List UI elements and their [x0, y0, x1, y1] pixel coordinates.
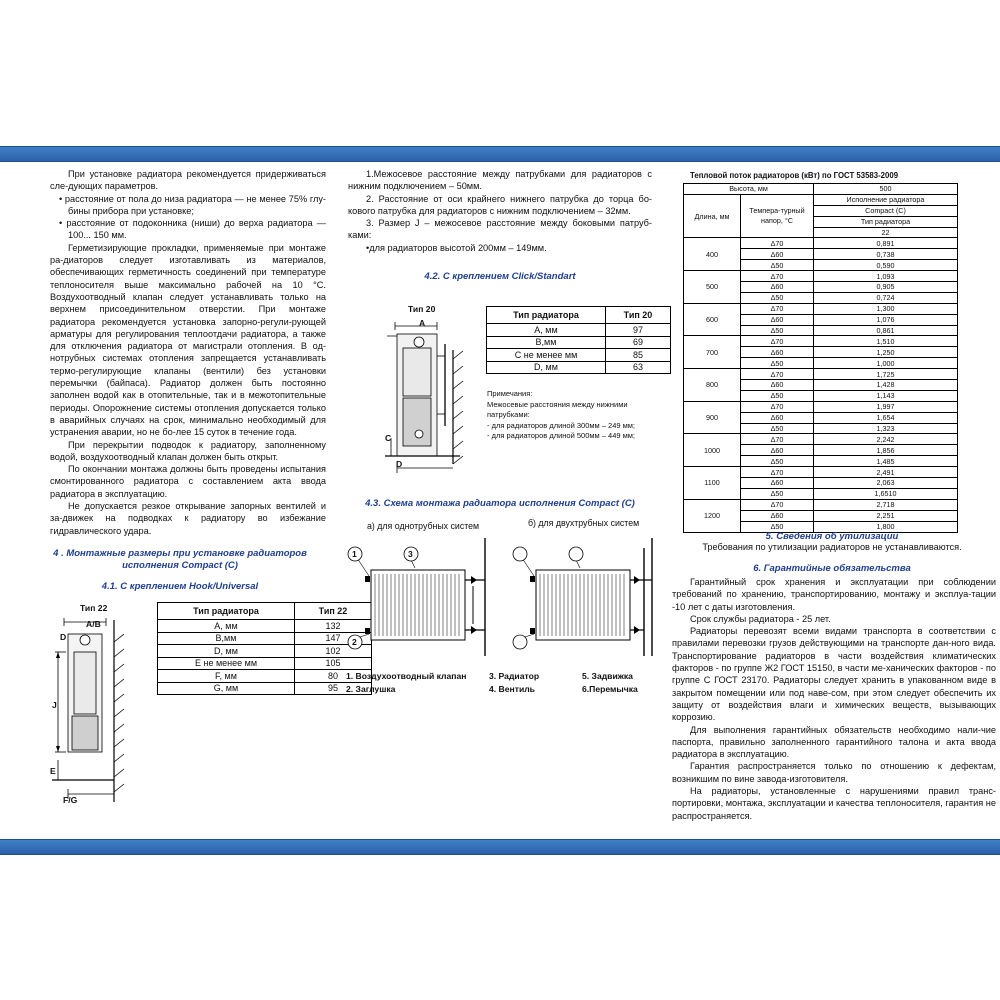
dim-c-label: C — [385, 433, 392, 443]
dim-j-label: J — [52, 700, 57, 710]
table-header-t22: Тип 22 — [295, 603, 372, 620]
table-row: Δ50 0,590 — [684, 260, 958, 271]
table-row: F, мм 80 — [158, 670, 372, 683]
table-row: B,мм 69 — [487, 336, 671, 349]
one-pipe-scheme — [345, 538, 495, 658]
middle-column — [348, 168, 652, 254]
left-intro: При установке радиатора рекомендуется придерживаться сле-дующих параметров. — [50, 169, 326, 192]
table-row: 700 Δ70 1,510 — [684, 336, 958, 347]
legend-5: 5. Задвижка — [582, 671, 633, 681]
table-row: D, мм 63 — [487, 361, 671, 374]
left-bullet-sill: • расстояние от подоконника (ниши) до верха радиатора — 100... 150 мм. — [59, 218, 326, 241]
table-row: Δ60 0,738 — [684, 249, 958, 260]
section-4-2-heading: 4.2. С креплением Click/Standart — [424, 271, 576, 282]
type22-dimensions-table — [157, 602, 372, 695]
type22-label: Тип 22 — [80, 603, 108, 613]
legend-3: 3. Радиатор — [489, 671, 540, 681]
left-bullet-floor: • расстояние от пола до низа радиатора — не менее 75% глу-бины прибора при установке; — [59, 193, 326, 216]
table-row: 1000 Δ70 2,242 — [684, 434, 958, 445]
one-pipe-caption: а) для однотрубных систем — [367, 521, 480, 531]
table-row: Δ50 0,861 — [684, 325, 958, 336]
section-5-heading: 5. Сведения об утилизации — [765, 531, 899, 542]
dim-fg-label: F/G — [63, 795, 78, 805]
warranty-term: Гарантийный срок хранения и эксплуатации при соблюдении требований по хранению, транспортированию, монтажу и эксплуа-тации -10 лет с даты изготовления. — [672, 577, 996, 612]
mid-distance-32: 2. Расстояние от оси крайнего нижнего патрубка до торца бо-кового патрубка для радиаторов с нижним подключением – 32мм. — [348, 193, 652, 216]
left-gaskets: Герметизирующие прокладки, применяемые при монтаже ра-диаторов следует изготавливать из материалов, обеспечивающих герметичность соединений при температуре теплоносителя выше максимально рабочей на 10 °С. Воздухоотводный клапан следует устанавливать только на верхнем присоединительном отверстии. При монтаже радиатора рекомендуется установка запорно-регули-рующей арматуры для регулирования теплоотдачи радиатора, а также для отключения радиатора от магистрали отопления. В од-нотрубных системах отопления запрещается устанавливать термо-регулирующие клапаны (вентили) без установки перемычки (байпаса). Радиатор должен быть постоянно заполнен водой как в отопительные, так и в межотопительные периоды. Опорожнение системы отопления допускается только в аварийных случаях на срок, минимально необходимый для устранения аварии, но не бо-лее 15 суток в течение года. — [50, 242, 326, 438]
two-pipe-caption: б) для двухтрубных систем — [528, 518, 640, 528]
section-4-heading: 4 . Монтажные размеры при установке радиаторов исполнения Compact (C) — [53, 548, 307, 571]
transport: Радиаторы перевозят всеми видами транспорта в соответствии с правилами перевозки грузов действующими на транспорте дан-ного вида. Транспортирование радиаторов в части воздействия климатических факторов - по группе Ж2 ГОСТ 15150, в части ме-ханических факторов - по группе С ГОСТ 23170. Радиаторы следует хранить в упакованном виде в закрытом помещении или под наве-сом, при этом следует обеспечить их защиту от воздействия влаги и химических веществ, вызывающих коррозию. — [672, 626, 996, 723]
mid-bullet-200: •для радиаторов высотой 200мм – 149мм. — [366, 242, 547, 253]
legend-2: 2. Заглушка — [346, 684, 396, 694]
table-row: A, мм 97 — [487, 324, 671, 337]
table-row: E не менее мм 105 — [158, 657, 372, 670]
legend-1: 1. Воздухоотводный клапан — [346, 671, 467, 681]
table-row: 1200 Δ70 2,718 — [684, 499, 958, 510]
warranty-requirements: Для выполнения гарантийных обязательств необходимо нали-чие паспорта, правильно заполненного гарантийного талона и акта ввода радиатора в эксплуатацию. — [672, 724, 996, 760]
table-header-type: Тип радиатора — [487, 307, 606, 324]
table-header-t20: Тип 20 — [606, 307, 671, 324]
dim-a-label: A — [419, 318, 426, 328]
type20-notes: Примечания: Межосевые расстояния между нижними патрубками: - для радиаторов длиной 300мм – 249 мм; - для радиаторов длиной 500мм – 449 мм; — [487, 389, 636, 440]
table-row: A, мм 132 — [158, 620, 372, 633]
dim-d-label: D — [60, 632, 67, 642]
bottom-band — [0, 839, 1000, 855]
table-row: Δ60 1,250 — [684, 347, 958, 358]
table-row: Δ50 0,724 — [684, 292, 958, 303]
table-row: Δ60 0,905 — [684, 282, 958, 293]
table-row: Δ50 1,323 — [684, 423, 958, 434]
callout-2: 2 — [352, 637, 357, 647]
section-4-1-heading: 4.1. С креплением Hook/Universal — [101, 581, 259, 592]
dim-d2-label: D — [396, 459, 403, 469]
table-row: Δ60 1,076 — [684, 314, 958, 325]
table-row: Δ50 1,143 — [684, 390, 958, 401]
table-row: 1100 Δ70 2,491 — [684, 467, 958, 478]
table-row: Δ60 1,856 — [684, 445, 958, 456]
table-row: G, мм 95 — [158, 682, 372, 695]
section-4-3-heading: 4.3. Схема монтажа радиатора исполнения Compact (C) — [365, 498, 635, 509]
left-water-hammer: Не допускается резкое открывание запорных вентилей и за-движек на подводках к радиатору во избежание гидравлического удара. — [50, 501, 326, 536]
table-row: 800 Δ70 1,725 — [684, 369, 958, 380]
warranty-scope: Гарантия распространяется только по отношению к дефектам, возникшим по вине завода-изготовителя. — [672, 761, 996, 784]
table-row: Δ60 1,428 — [684, 380, 958, 391]
heat-flow-table: Высота, мм 500 Длина, мм Темпера-турный напор, °С Исполнение радиатора Compact (C) Тип радиатора 22 400 Δ70 0,891 Δ60 0,738 Δ50 0,590 500 Δ70 1,093 Δ60 0,905 Δ50 0,724 600 Δ70 1,300 Δ60 1,076 Δ50 0,861 700 Δ70 1,510 Δ60 1,250 Δ50 1,000 800 Δ70 1,725 Δ60 1,428 Δ50 1,143 900 Δ70 1,997 Δ60 1,654 Δ50 1,323 1000 Δ70 2,242 Δ60 1,856 Δ50 1,485 1100 Δ70 2,491 Δ60 2,063 Δ50 1,6510 1200 Δ70 2,718 Δ60 2,251 Δ50 1,800 — [683, 183, 958, 533]
callout-3: 3 — [408, 549, 413, 559]
type20-dimensions-table — [486, 306, 671, 374]
left-tests: По окончании монтажа должны быть проведены испытания смонтированного радиатора с составлением акта ввода радиатора в эксплуатацию. — [50, 464, 326, 499]
table-row: C не менее мм 85 — [487, 349, 671, 362]
table-row: Δ50 1,800 — [684, 521, 958, 532]
legend-6: 6.Перемычка — [582, 684, 638, 694]
left-column — [50, 168, 326, 537]
top-band — [0, 146, 1000, 162]
table-row: Δ50 1,6510 — [684, 488, 958, 499]
table-row: B,мм 147 — [158, 632, 372, 645]
table-row: Δ60 1,654 — [684, 412, 958, 423]
table-row: Δ50 1,000 — [684, 358, 958, 369]
heat-flow-title: Тепловой поток радиаторов (кВт) по ГОСТ 53583-2009 — [690, 171, 899, 180]
mid-distance-50: 1.Межосевое расстояние между патрубками для радиаторов с нижним подключением – 50мм. — [348, 169, 652, 192]
recycling-text: Требования по утилизации радиаторов не устанавливаются. — [702, 542, 962, 552]
type20-mounting-diagram — [365, 314, 475, 474]
dim-ab-label: A/B — [86, 619, 101, 629]
mid-size-j: 3. Размер J – межосевое расстояние между боковыми патруб-ками: — [348, 218, 652, 241]
service-life: Срок службы радиатора - 25 лет. — [690, 613, 831, 624]
warranty-void: На радиаторы, установленные с нарушениями правил транс-портировки, монтажа, эксплуатации и качества теплоносителя, гарантия не распространяется. — [672, 786, 996, 821]
callout-1: 1 — [352, 549, 357, 559]
table-row: 600 Δ70 1,300 — [684, 303, 958, 314]
two-pipe-scheme — [510, 538, 660, 658]
warranty-column — [672, 576, 996, 822]
legend-4: 4. Вентиль — [489, 684, 535, 694]
table-row: Δ50 1,485 — [684, 456, 958, 467]
table-row: Δ60 2,251 — [684, 510, 958, 521]
dim-e-label: E — [50, 766, 56, 776]
table-row: Δ60 2,063 — [684, 478, 958, 489]
table-row: 500 Δ70 1,093 — [684, 271, 958, 282]
table-row: D, мм 102 — [158, 645, 372, 658]
left-valve-open: При перекрытии подводок к радиатору, заполненному водой, воздухоотводный клапан должен быть открыт. — [50, 439, 326, 462]
type20-label: Тип 20 — [408, 304, 436, 314]
table-header-type: Тип радиатора — [158, 603, 295, 620]
table-row: 400 Δ70 0,891 — [684, 238, 958, 249]
table-row: 900 Δ70 1,997 — [684, 401, 958, 412]
section-6-heading: 6. Гарантийные обязательства — [753, 563, 911, 574]
